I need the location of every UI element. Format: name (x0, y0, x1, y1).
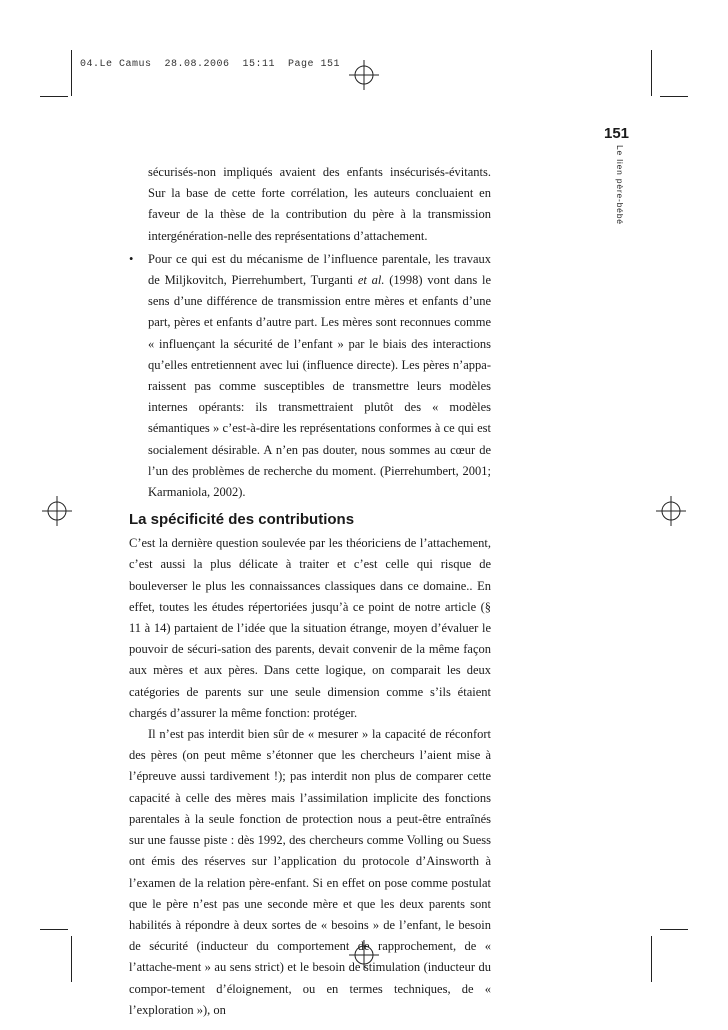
crop-mark-top-left-h (40, 96, 68, 97)
running-head: Le lien père-bébé (615, 145, 625, 225)
crop-mark-top-right (651, 50, 652, 96)
bullet-marker: • (129, 251, 134, 266)
print-slug-line: 04.Le Camus 28.08.2006 15:11 Page 151 (80, 59, 341, 70)
page-body (129, 162, 491, 1021)
crop-mark-bottom-left-h (40, 929, 68, 930)
crop-mark-bottom-left (71, 936, 72, 982)
crop-mark-bottom-right-h (660, 929, 688, 930)
body-paragraph-2: Il n’est pas interdit bien sûr de « mesurer » la capacité de réconfort des pères (on peut même s’étonner que les chercheurs l’aient mise à l’épreuve aussi tardivement !); pas interdit non plus de comparer cette capacité à celle des mères mais l’assimilation implicite des fonctions parentales à la seule fonction de protection nous a peut-être entraînés sur une fausse piste : dès 1992, des chercheurs comme Volling ou Suess ont émis des réserves sur l’application du protocole d’Ainsworth à l’examen de la relation père-enfant. Si en effet on pose comme postulat que le père n’est pas une seconde mère et que les deux parents sont habilités à répondre à deux sortes de « besoins » de l’enfant, le besoin de sécurité (inducteur du comportement de rapprochement, de « l’attache-ment » au sens strict) et le besoin de stimulation (inducteur du compor-tement d’éloignement, ou en termes techniques, de « l’exploration »), on (129, 727, 491, 1017)
crop-mark-bottom-right (651, 936, 652, 982)
crop-mark-top-left (71, 50, 72, 96)
continuation-paragraph: sécurisés-non impliqués avaient des enfants insécurisés-évitants. Sur la base de cette forte corrélation, les auteurs concluaient en faveur de la thèse de la contribution du père à la transmission intergénération-nelle des représentations d’attachement. (148, 165, 491, 243)
bullet-text-italic: et al. (357, 273, 385, 288)
section-heading: La spécificité des contributions (129, 511, 355, 529)
body-paragraph-1: C’est la dernière question soulevée par les théoriciens de l’attachement, c’est aussi la plus délicate à traiter et c’est celle qui risque de bouleverser le plus les connaissances classiques dans ce domaine.. En effet, toutes les études répertoriées jusqu’à ce point de notre article (§ 11 à 14) partaient de l’idée que la situation étrange, moyen d’évaluer le pouvoir de sécuri-sation des parents, devait convenir de la même façon aux mères et aux pères. Dans cette logique, on comparait les deux catégories de parents sur une seule dimension comme s’ils étaient chargés d’assurer la même fonction: protéger. (129, 536, 491, 720)
bullet-text-before: Pour ce qui est du mécanisme de l’influence parentale, les travaux de Miljkovitch, Pierrehumbert, Turganti (148, 251, 491, 288)
registration-mark-right (656, 496, 686, 526)
page-number: 151 (604, 125, 630, 142)
bullet-list-item (129, 249, 491, 503)
crop-mark-top-right-h (660, 96, 688, 97)
bullet-text-after: (1998) vont dans le sens d’une différence de transmission entre mères et enfants d’une part, pères et enfants d’autre part. Les mères sont reconnues comme « influençant la sécurité de l’enfant » par le biais des interactions qu’elles entretiennent avec lui (influence directe). Les pères n’appa-raissent pas comme susceptibles de transmettre leurs modèles internes opérants: ils transmettraient plutôt des « modèles sémantiques » c’est-à-dire les représentations conformes à ce qui est socialement désirable. A n’en pas douter, nous sommes au cœur de l’un des problèmes de recherche du moment. (Pierrehumbert, 2001; Karmaniola, 2002). (148, 273, 492, 500)
registration-mark-top (349, 60, 379, 90)
registration-mark-left (42, 496, 72, 526)
